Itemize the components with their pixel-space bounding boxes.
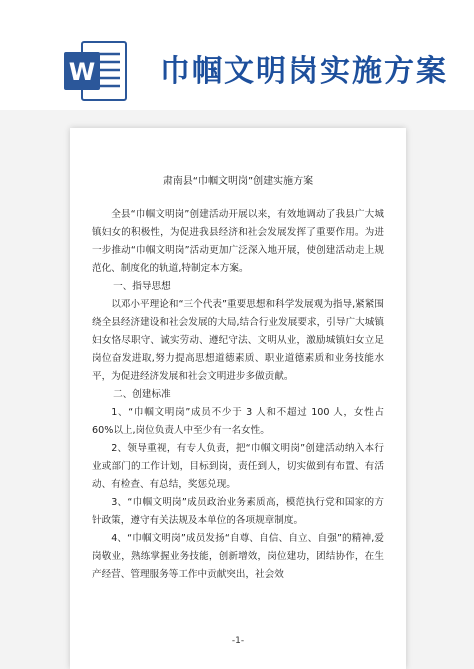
paragraph-guiding-ideology: 以邓小平理论和“三个代表”重要思想和科学发展观为指导,紧紧围绕全县经济建设和社会发展的大局,结合行业发展要求，引导广大城镇妇女恪尽职守、诚实劳动、遵纪守法、文明从业，激励城镇妇女立足岗位奋发进取,努力提高思想道德素质、职业道德素质和业务技能水平，为促进经济发展和社会文明进步多做贡献。 — [92, 299, 384, 382]
banner-title: 巾帼文明岗实施方案 — [160, 54, 448, 89]
document-body — [92, 206, 384, 584]
standard-item-4: 4、“巾帼文明岗”成员发扬“自尊、自信、自立、自强”的精神,爱岗敬业，熟练掌握业务技能，创新增效，岗位建功，团结协作，在生产经营、管理服务等工作中贡献突出，社会效 — [92, 533, 384, 580]
section-heading-guiding-ideology: 一、指导思想 — [113, 281, 171, 292]
standard-item-3: 3、“巾帼文明岗”成员政治业务素质高，模范执行党和国家的方针政策，遵守有关法规及本单位的各项规章制度。 — [92, 497, 384, 526]
banner — [0, 0, 474, 110]
word-icon-letter: W — [68, 58, 96, 86]
document-title: 肃南县“巾帼文明岗”创建实施方案 — [162, 176, 314, 187]
standard-item-1: 1、“巾帼文明岗”成员不少于 3 人和不超过 100 人，女性占 60%以上,岗位负责人中至少有一名女性。 — [92, 407, 384, 436]
document-page — [70, 128, 406, 669]
standard-item-2: 2、领导重视，有专人负责，把“巾帼文明岗”创建活动纳入本行业或部门的工作计划，目标到岗，责任到人，切实做到有布置、有活动、有检查、有总结，奖惩兑现。 — [92, 443, 384, 490]
page-number: -1- — [231, 636, 245, 646]
word-document-icon — [64, 40, 130, 104]
section-heading-standards: 二、创建标准 — [113, 389, 171, 400]
paragraph-intro: 全县“巾帼文明岗”创建活动开展以来，有效地调动了我县广大城镇妇女的积极性，为促进我县经济和社会发展发挥了重要作用。为进一步推动“巾帼文明岗”活动更加广泛深入地开展，使创建活动走上规范化、制度化的轨道,特制定本方案。 — [92, 209, 384, 274]
